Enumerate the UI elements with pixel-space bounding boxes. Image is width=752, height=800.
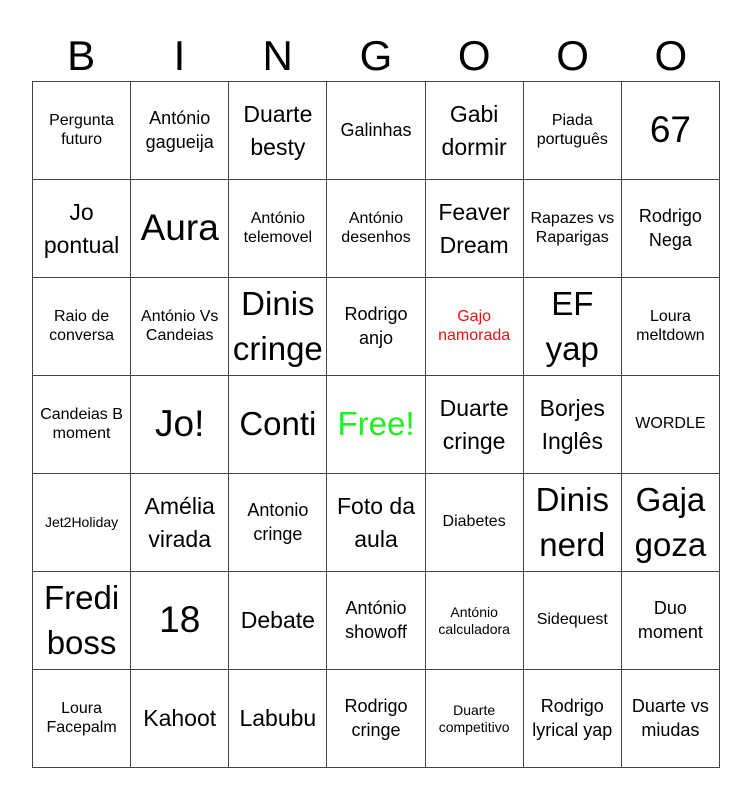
cell-label: 67 (649, 109, 691, 151)
bingo-cell[interactable] (131, 670, 229, 768)
bingo-cell[interactable] (426, 670, 524, 768)
bingo-cell[interactable] (33, 278, 131, 376)
bingo-cell[interactable] (229, 180, 327, 278)
bingo-cell[interactable] (131, 82, 229, 180)
cell-label: 18 (159, 599, 201, 641)
bingo-cell[interactable] (33, 180, 131, 278)
cell-label: Foto da aula (336, 493, 415, 552)
cell-label: Pergunta futuro (49, 112, 115, 148)
bingo-cell[interactable] (229, 82, 327, 180)
bingo-cell[interactable] (622, 572, 720, 670)
bingo-cell[interactable] (426, 572, 524, 670)
bingo-cell[interactable] (622, 474, 720, 572)
cell-label: WORDLE (635, 415, 706, 433)
header-letter: O (654, 32, 688, 79)
cell-label: Kahoot (143, 705, 217, 732)
bingo-cell[interactable] (426, 82, 524, 180)
bingo-cell[interactable] (327, 278, 425, 376)
cell-label: Duarte cringe (439, 395, 509, 454)
cell-label: Piada português (536, 112, 608, 148)
cell-label: Amélia virada (144, 493, 215, 552)
bingo-cell[interactable] (622, 278, 720, 376)
cell-label: Labubu (239, 705, 317, 732)
cell-label: Sidequest (536, 611, 608, 629)
cell-label: Fredi boss (43, 578, 120, 661)
cell-label: Debate (240, 607, 315, 634)
bingo-cell[interactable] (131, 376, 229, 474)
cell-label: Rapazes vs Raparigas (530, 210, 615, 246)
cell-label: Dinis nerd (535, 480, 609, 563)
header-letter: N (262, 32, 293, 79)
cell-label: Duarte competitivo (438, 701, 510, 735)
cell-label: Gabi dormir (441, 101, 507, 160)
bingo-cell[interactable] (327, 572, 425, 670)
cell-label: Borjes Inglês (539, 395, 605, 454)
cell-label: Diabetes (442, 513, 506, 531)
bingo-cell[interactable] (229, 572, 327, 670)
bingo-cell[interactable] (327, 82, 425, 180)
bingo-cell[interactable] (229, 278, 327, 376)
header-letter: I (173, 32, 186, 79)
cell-label: Rodrigo lyrical yap (532, 696, 613, 740)
bingo-grid (32, 81, 720, 768)
cell-label: António telemovel (243, 210, 313, 246)
cell-label: António showoff (345, 598, 407, 642)
header-letter: O (556, 32, 589, 79)
bingo-cell[interactable] (524, 572, 622, 670)
bingo-cell[interactable] (524, 376, 622, 474)
cell-label: Gaja goza (634, 480, 707, 563)
bingo-cell[interactable] (426, 376, 524, 474)
cell-label: Jo! (155, 403, 205, 445)
cell-label: António calculadora (438, 603, 510, 637)
header-letter: G (359, 32, 393, 79)
bingo-cell[interactable] (131, 180, 229, 278)
cell-label: Rodrigo Nega (638, 206, 702, 250)
cell-label: Raio de conversa (49, 308, 115, 344)
cell-label: Rodrigo cringe (344, 696, 408, 740)
bingo-cell[interactable] (229, 376, 327, 474)
cell-label: Galinhas (340, 119, 412, 140)
bingo-cell[interactable] (524, 474, 622, 572)
cell-label: Jo pontual (43, 199, 120, 258)
bingo-cell[interactable] (622, 180, 720, 278)
free-cell[interactable] (327, 376, 425, 474)
cell-label: Free! (337, 405, 415, 443)
bingo-cell[interactable] (426, 180, 524, 278)
cell-label: Jet2Holiday (44, 514, 119, 531)
bingo-cell[interactable] (33, 572, 131, 670)
cell-label: Dinis cringe (232, 284, 323, 367)
bingo-cell[interactable] (524, 82, 622, 180)
bingo-cell[interactable] (622, 82, 720, 180)
bingo-header (32, 30, 720, 82)
cell-label: Candeias B moment (40, 406, 123, 442)
cell-label: Duarte besty (243, 101, 313, 160)
bingo-cell[interactable] (327, 180, 425, 278)
cell-label: Antonio cringe (247, 500, 309, 544)
bingo-cell[interactable] (229, 474, 327, 572)
bingo-cell[interactable] (426, 278, 524, 376)
bingo-cell[interactable] (524, 180, 622, 278)
cell-label: Rodrigo anjo (344, 304, 408, 348)
cell-label: EF yap (545, 284, 599, 367)
cell-label: Duo moment (637, 598, 703, 642)
bingo-cell[interactable] (327, 474, 425, 572)
bingo-cell[interactable] (33, 82, 131, 180)
cell-label: António desenhos (341, 210, 411, 246)
cell-label: Loura Facepalm (46, 700, 117, 736)
cell-label: Loura meltdown (636, 308, 705, 344)
bingo-cell[interactable] (131, 278, 229, 376)
cell-label: António gagueija (145, 108, 214, 152)
header-letter: O (457, 32, 491, 79)
bingo-cell[interactable] (131, 572, 229, 670)
header-letter: B (67, 32, 96, 79)
bingo-cell[interactable] (524, 670, 622, 768)
bingo-cell[interactable] (426, 474, 524, 572)
cell-label: Aura (140, 207, 219, 249)
bingo-cell[interactable] (229, 670, 327, 768)
cell-label: Conti (239, 405, 317, 443)
bingo-cell[interactable] (33, 376, 131, 474)
cell-label: Feaver Dream (438, 199, 510, 258)
bingo-cell[interactable] (622, 376, 720, 474)
bingo-cell[interactable] (622, 670, 720, 768)
cell-label: Duarte vs miudas (631, 696, 709, 740)
bingo-cell[interactable] (524, 278, 622, 376)
cell-label: Gajo namorada (438, 308, 511, 344)
bingo-cell[interactable] (33, 474, 131, 572)
bingo-cell[interactable] (33, 670, 131, 768)
bingo-cell[interactable] (327, 670, 425, 768)
cell-label: António Vs Candeias (141, 308, 219, 344)
bingo-cell[interactable] (131, 474, 229, 572)
